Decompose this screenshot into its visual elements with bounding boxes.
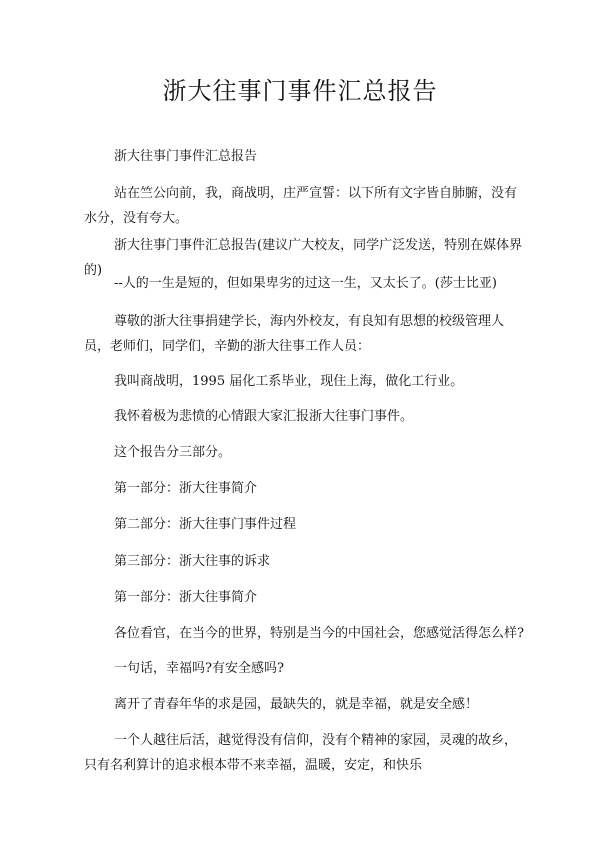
- paragraph-question-happiness: 一句话，幸福吗?有安全感吗?: [114, 661, 284, 676]
- document-title: 浙大往事门事件汇总报告: [162, 77, 438, 105]
- paragraph-introduction: 我叫商战明，1995 届化工系毕业，现住上海，做化工行业。: [114, 374, 464, 389]
- paragraph-part-one-heading: 第一部分：浙大往事简介: [114, 590, 258, 605]
- paragraph-greeting: 尊敬的浙大往事捐建学长，海内外校友，有良知有思想的校级管理人员，老师们，同学们，辛勤的浙大往事工作人员：: [84, 314, 505, 354]
- paragraph-belief: 一个人越往后活，越觉得没有信仰，没有个精神的家园，灵魂的故乡，只有名利算计的追求根本带不来幸福，温暖，安定，和快乐: [84, 733, 518, 773]
- paragraph-quote: --人的一生是短的，但如果卑劣的过这一生，又太长了。(莎士比亚): [114, 276, 497, 291]
- paragraph-missing-security: 离开了青春年华的求是园，最缺失的，就是幸福，就是安全感！: [114, 697, 479, 712]
- paragraph-part-three: 第三部分：浙大往事的诉求: [114, 554, 271, 569]
- paragraph-part-two: 第二部分：浙大往事门事件过程: [114, 517, 297, 532]
- paragraph-question-life: 各位看官，在当今的世界，特别是当今的中国社会，您感觉活得怎么样?: [114, 626, 524, 641]
- paragraph-heading-repeat: 浙大往事门事件汇总报告: [114, 149, 258, 164]
- paragraph-structure: 这个报告分三部分。: [114, 445, 232, 460]
- paragraph-oath: 站在竺公向前，我，商战明，庄严宣誓：以下所有文字皆自肺腑，没有水分，没有夸大。: [84, 186, 518, 226]
- paragraph-report-title-note: 浙大往事门事件汇总报告(建议广大校友，同学广泛发送，特别在媒体界的): [84, 238, 523, 278]
- paragraph-part-one: 第一部分：浙大往事简介: [114, 481, 258, 496]
- paragraph-purpose: 我怀着极为悲愤的心情跟大家汇报浙大往事门事件。: [114, 409, 414, 424]
